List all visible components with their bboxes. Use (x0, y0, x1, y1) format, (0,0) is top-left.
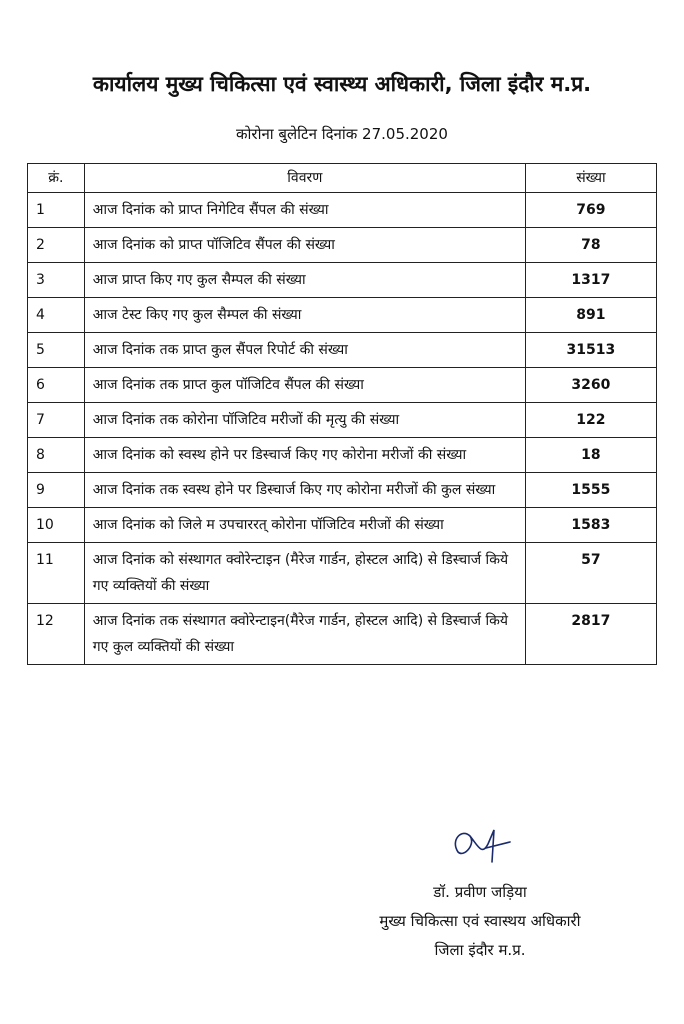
table-row (28, 543, 657, 604)
row-count: 122 (525, 403, 656, 438)
row-serial: 6 (28, 368, 85, 403)
row-serial: 11 (28, 543, 85, 604)
row-count: 57 (525, 543, 656, 604)
row-serial: 5 (28, 333, 85, 368)
row-serial: 4 (28, 298, 85, 333)
row-serial: 9 (28, 473, 85, 508)
table-row (28, 508, 657, 543)
bulletin-table (27, 163, 657, 665)
row-description: आज दिनांक तक स्वस्थ होने पर डिस्चार्ज किए गए कोरोना मरीजों की कुल संख्या (84, 473, 525, 508)
table-row (28, 438, 657, 473)
row-description: आज दिनांक तक कोरोना पॉजिटिव मरीजों की मृत्यु की संख्या (84, 403, 525, 438)
row-description: आज दिनांक को संस्थागत क्वोरेन्टाइन (मैरेज गार्डन, होस्टल आदि) से डिस्चार्ज किये गए व्यक्तियों की संख्या (84, 543, 525, 604)
signature-mark (448, 822, 518, 872)
table-row (28, 368, 657, 403)
row-description: आज टेस्ट किए गए कुल सैम्पल की संख्या (84, 298, 525, 333)
row-count: 78 (525, 228, 656, 263)
signatory-name: डॉ. प्रवीण जड़िया (433, 883, 527, 901)
row-description: आज प्राप्त किए गए कुल सैम्पल की संख्या (84, 263, 525, 298)
table-header-row (28, 164, 657, 193)
row-serial: 3 (28, 263, 85, 298)
row-count: 18 (525, 438, 656, 473)
row-count: 891 (525, 298, 656, 333)
row-serial: 10 (28, 508, 85, 543)
bulletin-date: कोरोना बुलेटिन दिनांक 27.05.2020 (236, 125, 448, 143)
row-description: आज दिनांक को जिले म उपचाररत् कोरोना पॉजिटिव मरीजों की संख्या (84, 508, 525, 543)
column-header-description: विवरण (84, 164, 525, 193)
column-header-serial: क्रं. (28, 164, 85, 193)
table-row (28, 403, 657, 438)
signature-block (300, 878, 660, 965)
row-serial: 2 (28, 228, 85, 263)
row-serial: 8 (28, 438, 85, 473)
table-row (28, 473, 657, 508)
row-count: 2817 (525, 604, 656, 665)
row-description: आज दिनांक को प्राप्त पॉजिटिव सैंपल की संख्या (84, 228, 525, 263)
table-row (28, 228, 657, 263)
row-description: आज दिनांक को स्वस्थ होने पर डिस्चार्ज किए गए कोरोना मरीजों की संख्या (84, 438, 525, 473)
signatory-designation: मुख्य चिकित्सा एवं स्वास्थय अधिकारी (379, 912, 581, 930)
row-description: आज दिनांक तक संस्थागत क्वोरेन्टाइन(मैरेज गार्डन, होस्टल आदि) से डिस्चार्ज किये गए कुल व्यक्तियों की संख्या (84, 604, 525, 665)
row-count: 1583 (525, 508, 656, 543)
table-row (28, 193, 657, 228)
row-serial: 1 (28, 193, 85, 228)
row-description: आज दिनांक तक प्राप्त कुल पॉजिटिव सैंपल की संख्या (84, 368, 525, 403)
row-description: आज दिनांक को प्राप्त निगेटिव सैंपल की संख्या (84, 193, 525, 228)
row-count: 3260 (525, 368, 656, 403)
row-serial: 7 (28, 403, 85, 438)
table-row (28, 333, 657, 368)
row-count: 31513 (525, 333, 656, 368)
signatory-location: जिला इंदौर म.प्र. (434, 941, 526, 959)
table-row (28, 263, 657, 298)
row-count: 769 (525, 193, 656, 228)
column-header-count: संख्या (525, 164, 656, 193)
office-title: कार्यालय मुख्य चिकित्सा एवं स्वास्थ्य अधिकारी, जिला इंदौर म.प्र. (92, 72, 592, 96)
row-count: 1317 (525, 263, 656, 298)
table-row (28, 604, 657, 665)
row-count: 1555 (525, 473, 656, 508)
row-description: आज दिनांक तक प्राप्त कुल सैंपल रिपोर्ट की संख्या (84, 333, 525, 368)
table-row (28, 298, 657, 333)
row-serial: 12 (28, 604, 85, 665)
